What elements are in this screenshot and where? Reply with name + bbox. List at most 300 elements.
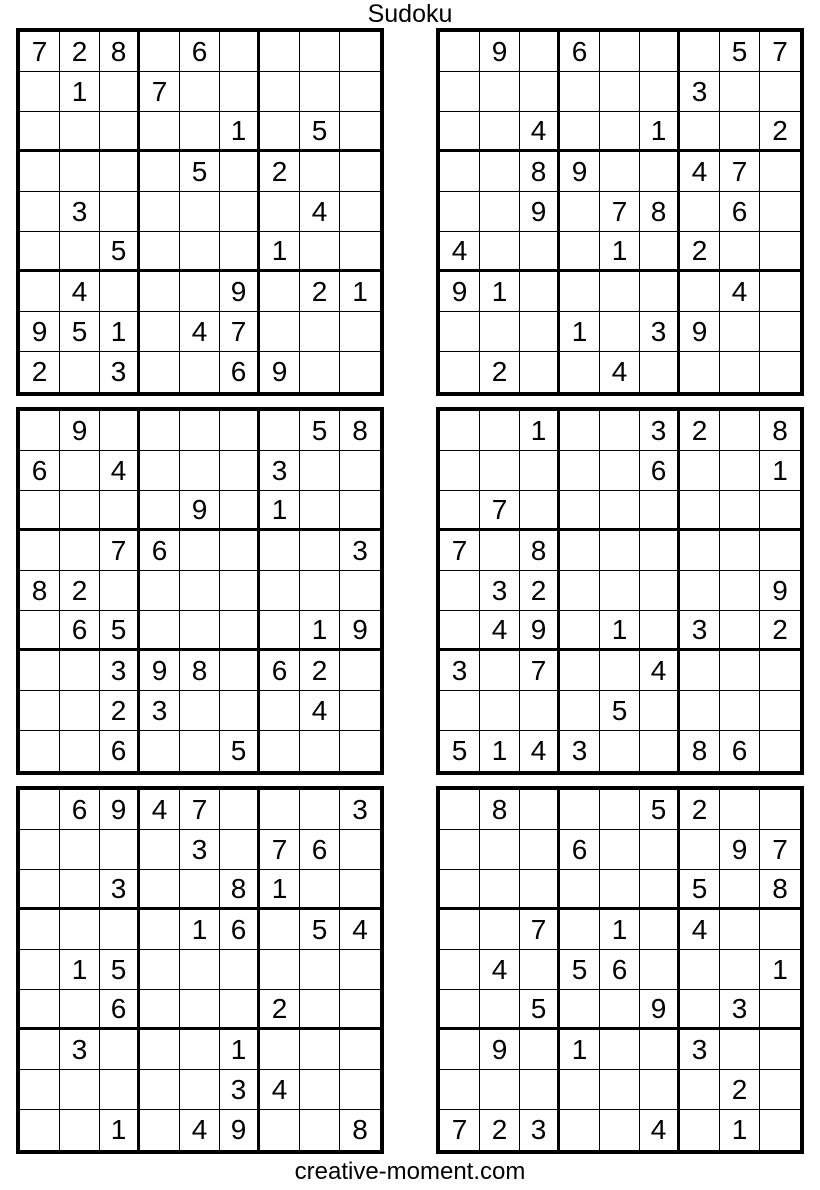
sudoku-cell: 2 <box>20 352 60 392</box>
sudoku-cell: 6 <box>180 32 220 72</box>
sudoku-cell: 3 <box>480 571 520 611</box>
sudoku-cell <box>520 352 560 392</box>
sudoku-cell <box>680 950 720 990</box>
sudoku-cell <box>760 1070 800 1110</box>
sudoku-cell <box>20 152 60 192</box>
sudoku-cell <box>640 950 680 990</box>
sudoku-cell <box>480 232 520 272</box>
sudoku-cell <box>220 990 260 1030</box>
sudoku-cell: 1 <box>60 72 100 112</box>
sudoku-cell <box>720 870 760 910</box>
sudoku-cell: 2 <box>100 691 140 731</box>
sudoku-cell: 1 <box>560 312 600 352</box>
sudoku-cell <box>440 451 480 491</box>
sudoku-cell <box>760 232 800 272</box>
sudoku-cell <box>60 990 100 1030</box>
sudoku-cell: 3 <box>180 830 220 870</box>
sudoku-cell <box>260 72 300 112</box>
sudoku-cell: 1 <box>180 910 220 950</box>
sudoku-cell: 8 <box>180 651 220 691</box>
sudoku-cell <box>260 691 300 731</box>
sudoku-cell: 6 <box>720 192 760 232</box>
sudoku-cell: 2 <box>60 32 100 72</box>
sudoku-cell <box>440 411 480 451</box>
sudoku-cell: 1 <box>600 910 640 950</box>
sudoku-cell: 4 <box>260 1070 300 1110</box>
sudoku-cell <box>560 571 600 611</box>
sudoku-cell <box>20 1110 60 1150</box>
sudoku-cell <box>480 1070 520 1110</box>
sudoku-cell <box>20 491 60 531</box>
puzzle-grid-area <box>0 28 820 1154</box>
sudoku-cell <box>300 352 340 392</box>
sudoku-cell <box>760 1110 800 1150</box>
sudoku-cell <box>300 451 340 491</box>
sudoku-cell <box>220 571 260 611</box>
sudoku-cell: 4 <box>480 950 520 990</box>
sudoku-cell <box>440 571 480 611</box>
sudoku-cell: 7 <box>220 312 260 352</box>
sudoku-cell <box>600 651 640 691</box>
sudoku-cell <box>600 990 640 1030</box>
sudoku-cell <box>140 1110 180 1150</box>
sudoku-cell <box>600 152 640 192</box>
sudoku-cell: 2 <box>300 272 340 312</box>
sudoku-cell: 5 <box>100 950 140 990</box>
sudoku-cell <box>260 571 300 611</box>
sudoku-cell <box>440 112 480 152</box>
sudoku-cell <box>640 531 680 571</box>
sudoku-cell <box>20 691 60 731</box>
sudoku-cell <box>180 352 220 392</box>
sudoku-cell <box>680 112 720 152</box>
sudoku-cell <box>60 232 100 272</box>
sudoku-cell <box>440 990 480 1030</box>
sudoku-cell <box>340 112 380 152</box>
sudoku-cell <box>640 491 680 531</box>
sudoku-cell: 4 <box>100 451 140 491</box>
sudoku-cell: 6 <box>100 990 140 1030</box>
sudoku-cell: 5 <box>300 910 340 950</box>
sudoku-grid-3 <box>16 407 384 775</box>
sudoku-cell: 3 <box>140 691 180 731</box>
sudoku-cell <box>220 790 260 830</box>
sudoku-cell: 9 <box>560 152 600 192</box>
sudoku-cell <box>340 192 380 232</box>
sudoku-cell: 4 <box>60 272 100 312</box>
sudoku-cell <box>340 352 380 392</box>
sudoku-cell <box>220 531 260 571</box>
sudoku-cell <box>560 691 600 731</box>
sudoku-cell: 9 <box>480 32 520 72</box>
sudoku-cell: 5 <box>300 112 340 152</box>
sudoku-cell <box>720 950 760 990</box>
sudoku-cell <box>220 830 260 870</box>
sudoku-cell: 1 <box>220 1030 260 1070</box>
sudoku-cell: 4 <box>520 112 560 152</box>
sudoku-cell <box>340 830 380 870</box>
sudoku-cell: 9 <box>520 611 560 651</box>
sudoku-cell <box>60 491 100 531</box>
sudoku-cell: 9 <box>220 1110 260 1150</box>
sudoku-cell <box>480 531 520 571</box>
sudoku-cell: 3 <box>680 72 720 112</box>
sudoku-cell <box>300 531 340 571</box>
sudoku-cell: 5 <box>560 950 600 990</box>
sudoku-cell <box>680 691 720 731</box>
sudoku-cell <box>480 72 520 112</box>
sudoku-cell <box>520 312 560 352</box>
sudoku-cell <box>100 1070 140 1110</box>
sudoku-cell: 7 <box>100 531 140 571</box>
sudoku-cell <box>300 731 340 771</box>
sudoku-cell <box>300 950 340 990</box>
sudoku-cell: 3 <box>640 411 680 451</box>
sudoku-cell <box>440 611 480 651</box>
sudoku-cell: 9 <box>140 651 180 691</box>
sudoku-cell: 9 <box>640 990 680 1030</box>
sudoku-cell <box>560 272 600 312</box>
sudoku-cell <box>520 1070 560 1110</box>
sudoku-cell: 5 <box>100 611 140 651</box>
sudoku-cell <box>340 950 380 990</box>
sudoku-cell <box>760 651 800 691</box>
sudoku-cell <box>260 411 300 451</box>
sudoku-cell: 3 <box>100 870 140 910</box>
sudoku-cell <box>480 192 520 232</box>
sudoku-cell: 4 <box>680 152 720 192</box>
sudoku-cell <box>680 990 720 1030</box>
sudoku-cell <box>440 870 480 910</box>
sudoku-cell <box>760 731 800 771</box>
sudoku-cell: 2 <box>720 1070 760 1110</box>
sudoku-cell: 9 <box>480 1030 520 1070</box>
sudoku-cell <box>140 611 180 651</box>
sudoku-cell <box>20 611 60 651</box>
sudoku-cell <box>760 910 800 950</box>
sudoku-cell <box>140 1070 180 1110</box>
sudoku-cell <box>180 1070 220 1110</box>
sudoku-cell: 7 <box>260 830 300 870</box>
sudoku-cell <box>480 691 520 731</box>
sudoku-cell <box>140 731 180 771</box>
sudoku-cell: 8 <box>220 870 260 910</box>
sudoku-cell <box>100 72 140 112</box>
sudoku-cell: 6 <box>60 611 100 651</box>
sudoku-cell: 1 <box>300 611 340 651</box>
sudoku-cell <box>20 272 60 312</box>
sudoku-cell <box>300 1070 340 1110</box>
sudoku-cell <box>300 32 340 72</box>
sudoku-cell: 2 <box>680 790 720 830</box>
sudoku-cell <box>640 1070 680 1110</box>
sudoku-cell: 7 <box>440 531 480 571</box>
sudoku-cell: 9 <box>220 272 260 312</box>
sudoku-cell <box>140 32 180 72</box>
sudoku-cell <box>100 192 140 232</box>
sudoku-cell <box>760 691 800 731</box>
sudoku-cell <box>560 990 600 1030</box>
sudoku-cell <box>440 491 480 531</box>
sudoku-cell <box>180 950 220 990</box>
sudoku-cell: 7 <box>600 192 640 232</box>
sudoku-cell <box>260 312 300 352</box>
sudoku-cell <box>560 531 600 571</box>
sudoku-cell: 4 <box>180 1110 220 1150</box>
sudoku-cell: 6 <box>260 651 300 691</box>
sudoku-cell <box>180 112 220 152</box>
sudoku-cell <box>180 990 220 1030</box>
sudoku-cell: 3 <box>520 1110 560 1150</box>
sudoku-cell: 1 <box>480 731 520 771</box>
sudoku-cell <box>60 1110 100 1150</box>
sudoku-cell: 6 <box>140 531 180 571</box>
sudoku-cell <box>560 491 600 531</box>
sudoku-cell <box>20 651 60 691</box>
sudoku-cell: 3 <box>60 192 100 232</box>
sudoku-cell <box>180 571 220 611</box>
sudoku-cell <box>340 731 380 771</box>
sudoku-cell <box>20 531 60 571</box>
sudoku-cell <box>480 990 520 1030</box>
sudoku-cell <box>520 272 560 312</box>
sudoku-cell: 5 <box>180 152 220 192</box>
sudoku-cell: 8 <box>760 870 800 910</box>
sudoku-cell <box>720 232 760 272</box>
sudoku-cell: 2 <box>260 990 300 1030</box>
sudoku-cell: 6 <box>560 32 600 72</box>
sudoku-cell <box>760 352 800 392</box>
sudoku-cell <box>260 272 300 312</box>
sudoku-cell <box>20 790 60 830</box>
sudoku-cell: 6 <box>220 910 260 950</box>
sudoku-cell: 1 <box>600 232 640 272</box>
puzzle-row-2 <box>16 407 804 775</box>
sudoku-cell <box>600 272 640 312</box>
sudoku-cell <box>340 32 380 72</box>
sudoku-cell <box>300 870 340 910</box>
sudoku-cell: 1 <box>480 272 520 312</box>
sudoku-cell <box>760 790 800 830</box>
sudoku-cell <box>680 1110 720 1150</box>
sudoku-cell <box>440 691 480 731</box>
sudoku-cell: 1 <box>340 272 380 312</box>
sudoku-cell <box>340 1030 380 1070</box>
sudoku-cell <box>180 691 220 731</box>
sudoku-cell: 9 <box>720 830 760 870</box>
sudoku-grid-6 <box>436 786 804 1154</box>
sudoku-cell <box>140 152 180 192</box>
sudoku-cell <box>20 232 60 272</box>
sudoku-cell <box>600 112 640 152</box>
sudoku-cell <box>720 651 760 691</box>
sudoku-cell <box>640 571 680 611</box>
sudoku-cell <box>100 411 140 451</box>
sudoku-grid-1 <box>16 28 384 396</box>
sudoku-cell: 3 <box>720 990 760 1030</box>
sudoku-cell <box>600 32 640 72</box>
sudoku-cell: 5 <box>220 731 260 771</box>
sudoku-cell: 2 <box>480 352 520 392</box>
sudoku-cell <box>640 152 680 192</box>
sudoku-cell <box>640 32 680 72</box>
sudoku-cell <box>140 830 180 870</box>
sudoku-cell <box>140 192 180 232</box>
sudoku-cell <box>640 72 680 112</box>
sudoku-cell: 1 <box>600 611 640 651</box>
sudoku-cell <box>60 1070 100 1110</box>
sudoku-cell <box>440 1030 480 1070</box>
sudoku-cell: 8 <box>520 152 560 192</box>
sudoku-cell <box>60 870 100 910</box>
sudoku-cell: 7 <box>480 491 520 531</box>
sudoku-cell: 1 <box>100 312 140 352</box>
sudoku-cell <box>720 531 760 571</box>
sudoku-cell <box>640 691 680 731</box>
sudoku-cell: 4 <box>340 910 380 950</box>
sudoku-cell <box>680 1070 720 1110</box>
sudoku-cell <box>640 352 680 392</box>
sudoku-cell: 1 <box>260 232 300 272</box>
sudoku-cell <box>720 72 760 112</box>
sudoku-cell: 7 <box>140 72 180 112</box>
sudoku-cell: 9 <box>680 312 720 352</box>
sudoku-cell <box>680 272 720 312</box>
sudoku-cell <box>220 72 260 112</box>
sudoku-cell <box>260 790 300 830</box>
sudoku-cell: 2 <box>520 571 560 611</box>
sudoku-cell <box>640 272 680 312</box>
sudoku-cell: 9 <box>60 411 100 451</box>
sudoku-cell: 4 <box>640 651 680 691</box>
sudoku-cell <box>440 352 480 392</box>
sudoku-cell <box>220 691 260 731</box>
page-title: Sudoku <box>367 0 453 28</box>
sudoku-cell: 4 <box>440 232 480 272</box>
sudoku-cell: 2 <box>260 152 300 192</box>
sudoku-cell <box>560 112 600 152</box>
sudoku-cell <box>560 870 600 910</box>
sudoku-cell <box>60 691 100 731</box>
sudoku-cell <box>100 112 140 152</box>
sudoku-cell <box>560 411 600 451</box>
sudoku-cell: 9 <box>760 571 800 611</box>
sudoku-cell: 4 <box>300 192 340 232</box>
sudoku-cell: 7 <box>20 32 60 72</box>
sudoku-cell <box>640 611 680 651</box>
sudoku-cell: 3 <box>340 790 380 830</box>
sudoku-cell <box>520 451 560 491</box>
sudoku-cell <box>180 531 220 571</box>
sudoku-cell: 5 <box>600 691 640 731</box>
sudoku-cell <box>760 1030 800 1070</box>
sudoku-cell: 7 <box>760 32 800 72</box>
sudoku-cell <box>600 411 640 451</box>
sudoku-cell <box>260 950 300 990</box>
sudoku-cell <box>340 571 380 611</box>
sudoku-cell: 4 <box>520 731 560 771</box>
sudoku-cell <box>60 531 100 571</box>
sudoku-cell <box>300 72 340 112</box>
sudoku-cell: 9 <box>520 192 560 232</box>
sudoku-cell <box>560 192 600 232</box>
sudoku-cell: 3 <box>640 312 680 352</box>
sudoku-cell <box>140 411 180 451</box>
sudoku-cell <box>600 531 640 571</box>
sudoku-cell: 5 <box>60 312 100 352</box>
sudoku-cell <box>600 72 640 112</box>
footer-url: creative-moment.com <box>294 1158 526 1185</box>
sudoku-cell: 7 <box>760 830 800 870</box>
sudoku-cell <box>100 910 140 950</box>
sudoku-cell <box>560 611 600 651</box>
sudoku-cell <box>720 112 760 152</box>
sudoku-cell <box>560 352 600 392</box>
sudoku-cell: 1 <box>520 411 560 451</box>
sudoku-cell <box>560 451 600 491</box>
sudoku-cell: 6 <box>220 352 260 392</box>
sudoku-cell: 4 <box>600 352 640 392</box>
sudoku-grid-4 <box>436 407 804 775</box>
sudoku-cell <box>600 491 640 531</box>
sudoku-cell: 6 <box>640 451 680 491</box>
sudoku-cell <box>340 990 380 1030</box>
sudoku-cell <box>140 950 180 990</box>
sudoku-cell <box>260 32 300 72</box>
sudoku-cell: 6 <box>300 830 340 870</box>
sudoku-cell <box>220 950 260 990</box>
sudoku-cell <box>260 731 300 771</box>
sudoku-cell <box>60 830 100 870</box>
sudoku-cell <box>180 451 220 491</box>
sudoku-cell <box>680 192 720 232</box>
sudoku-cell <box>560 790 600 830</box>
sudoku-cell: 9 <box>440 272 480 312</box>
sudoku-cell <box>520 830 560 870</box>
sudoku-cell <box>760 312 800 352</box>
sudoku-cell: 2 <box>760 112 800 152</box>
sudoku-cell: 4 <box>720 272 760 312</box>
sudoku-cell <box>440 830 480 870</box>
sudoku-cell: 2 <box>760 611 800 651</box>
sudoku-cell: 6 <box>100 731 140 771</box>
sudoku-cell <box>680 830 720 870</box>
sudoku-cell <box>720 411 760 451</box>
sudoku-cell <box>140 272 180 312</box>
sudoku-cell <box>760 272 800 312</box>
sudoku-cell: 1 <box>720 1110 760 1150</box>
sudoku-cell <box>220 152 260 192</box>
sudoku-cell <box>480 870 520 910</box>
sudoku-cell <box>180 731 220 771</box>
sudoku-cell <box>300 571 340 611</box>
sudoku-cell <box>440 192 480 232</box>
sudoku-cell: 8 <box>20 571 60 611</box>
sudoku-cell <box>600 830 640 870</box>
sudoku-cell <box>260 192 300 232</box>
sudoku-cell <box>20 72 60 112</box>
sudoku-cell <box>720 691 760 731</box>
sudoku-cell <box>180 870 220 910</box>
sudoku-cell <box>100 571 140 611</box>
sudoku-cell <box>440 950 480 990</box>
sudoku-cell <box>440 1070 480 1110</box>
sudoku-cell <box>340 870 380 910</box>
sudoku-cell <box>600 571 640 611</box>
sudoku-cell <box>720 1030 760 1070</box>
sudoku-cell: 6 <box>20 451 60 491</box>
sudoku-cell <box>440 72 480 112</box>
